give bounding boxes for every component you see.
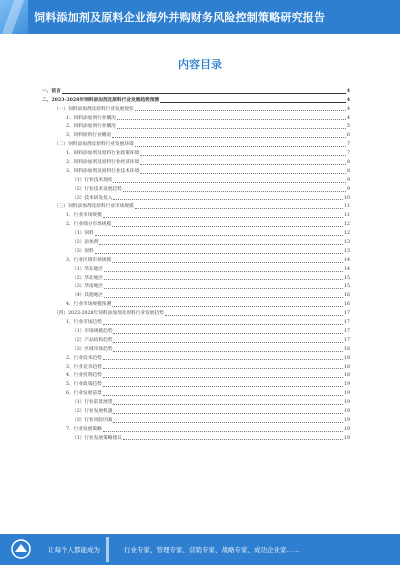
toc-entry-page: 16 — [344, 293, 350, 299]
toc-leader-dots — [113, 333, 343, 334]
toc-entry-page: 19 — [344, 435, 350, 441]
toc-entry[interactable] — [42, 219, 350, 228]
toc-entry-page: 19 — [344, 400, 350, 406]
toc-entry-page: 4 — [346, 88, 350, 94]
toc-leader-dots — [112, 137, 346, 138]
toc-entry[interactable] — [42, 130, 350, 139]
toc-leader-dots — [135, 146, 346, 147]
toc-entry-label: （三）饲料添加剂及原料行业市场规模 — [54, 204, 134, 210]
toc-leader-dots — [112, 226, 343, 227]
toc-entry-page: 4 — [347, 106, 350, 112]
toc-leader-dots — [62, 93, 346, 94]
toc-entry[interactable] — [42, 246, 350, 255]
toc-entry-page: 9 — [347, 186, 350, 192]
toc-entry[interactable] — [42, 362, 350, 371]
toc-entry-label: （1）华东地区 — [72, 266, 104, 272]
toc-entry-page: 9 — [347, 177, 350, 183]
toc-leader-dots — [112, 262, 343, 263]
toc-entry-page: 18 — [344, 355, 350, 361]
toc-entry-label: 3、行业区域市场规模 — [66, 257, 112, 263]
toc-entry-label: （2）行业发展机遇 — [72, 408, 113, 414]
toc-entry-page: 17 — [344, 320, 350, 326]
toc-entry-page: 18 — [344, 373, 350, 379]
toc-entry-page: 12 — [344, 222, 350, 228]
toc-entry[interactable] — [42, 184, 350, 193]
toc-entry-page: 15 — [344, 275, 350, 281]
toc-entry-page: 17 — [344, 311, 350, 317]
toc-entry-page: 19 — [344, 408, 350, 414]
toc-entry[interactable] — [42, 433, 350, 442]
toc-entry-label: （1）行业发展策略建议 — [72, 435, 122, 441]
report-footer — [0, 534, 400, 565]
toc-leader-dots — [117, 128, 346, 129]
table-of-contents — [42, 86, 350, 442]
toc-entry-label: 3、饲料添加剂及原料行业技术环境 — [66, 168, 140, 174]
toc-entry[interactable] — [42, 282, 350, 291]
header-logo-decoration — [0, 0, 28, 34]
toc-entry-label: （1）行业前景展望 — [72, 400, 113, 406]
toc-entry-label: 1、饲料添加剂及原料行业政策环境 — [66, 151, 140, 157]
toc-leader-dots — [123, 439, 343, 440]
toc-entry-label: （3）华南地区 — [72, 284, 104, 290]
toc-leader-dots — [113, 199, 343, 200]
toc-entry[interactable] — [42, 255, 350, 264]
toc-entry-page: 8 — [347, 160, 350, 166]
toc-entry-label: 1、饲料添加剂行业概况 — [66, 115, 116, 121]
toc-leader-dots — [103, 431, 343, 432]
toc-leader-dots — [135, 208, 343, 209]
footer-tagline: 让每个人都能成为 — [48, 547, 100, 554]
toc-entry[interactable] — [42, 122, 350, 131]
toc-entry-label: （3）原料 — [72, 248, 94, 254]
toc-leader-dots — [113, 413, 343, 414]
toc-entry[interactable] — [42, 157, 350, 166]
toc-entry[interactable] — [42, 210, 350, 219]
toc-entry-page: 7 — [347, 151, 350, 157]
toc-entry[interactable] — [42, 113, 350, 122]
footer-divider — [106, 537, 109, 562]
toc-entry[interactable] — [42, 228, 350, 237]
toc-entry-page: 14 — [344, 257, 350, 263]
footer-slogan: 行业专家、管理专家、营销专家、战略专家、成功企业家…… — [124, 547, 300, 554]
toc-entry-page: 10 — [344, 195, 350, 201]
toc-entry-label: 二、2023-2028年饲料添加剂及原料行业发展趋势预测 — [42, 97, 160, 103]
toc-entry-page: 19 — [344, 382, 350, 388]
toc-entry-page: 4 — [347, 115, 350, 121]
toc-entry-label: （4）其他地区 — [72, 293, 104, 299]
toc-leader-dots — [103, 217, 343, 218]
toc-entry-label: 3、行业竞争趋势 — [66, 364, 102, 370]
toc-entry[interactable] — [42, 273, 350, 282]
toc-entry-label: （二）饲料添加剂及原料行业发展环境 — [54, 142, 134, 148]
toc-entry[interactable] — [42, 379, 350, 388]
toc-leader-dots — [113, 342, 343, 343]
toc-leader-dots — [103, 359, 343, 360]
toc-entry[interactable] — [42, 415, 350, 424]
toc-entry-page: 11 — [344, 204, 350, 210]
toc-entry-label: 一、前言 — [42, 88, 61, 94]
toc-entry-page: 4 — [346, 97, 350, 103]
toc-entry[interactable] — [42, 290, 350, 299]
brand-logo-icon — [8, 538, 34, 560]
toc-entry-page: 13 — [344, 248, 350, 254]
toc-leader-dots — [117, 119, 346, 120]
toc-entry[interactable] — [42, 264, 350, 273]
toc-leader-dots — [165, 315, 343, 316]
toc-entry[interactable] — [42, 388, 350, 397]
toc-leader-dots — [113, 182, 346, 183]
report-header — [0, 0, 400, 34]
toc-entry-label: （3）区域市场趋势 — [72, 346, 113, 352]
toc-entry-label: 6、行业发展前景 — [66, 391, 102, 397]
toc-entry-label: （2）行业技术发展趋势 — [72, 186, 122, 192]
toc-entry[interactable] — [42, 86, 350, 95]
toc-entry-label: 2、饲料添加剂行业概况 — [66, 124, 116, 130]
toc-entry-label: 4、行业市场规模预测 — [66, 302, 112, 308]
toc-entry-page: 18 — [344, 346, 350, 352]
toc-entry-page: 11 — [344, 213, 350, 219]
toc-entry-label: 7、行业发展策略 — [66, 426, 102, 432]
toc-entry-page: 6 — [347, 133, 350, 139]
toc-entry-page: 19 — [344, 391, 350, 397]
toc-leader-dots — [104, 297, 343, 298]
toc-entry[interactable] — [42, 353, 350, 362]
toc-entry[interactable] — [42, 202, 350, 211]
toc-entry[interactable] — [42, 406, 350, 415]
toc-entry-label: （2）华北地区 — [72, 275, 104, 281]
toc-entry-page: 19 — [344, 417, 350, 423]
toc-entry-label: （2）产品结构趋势 — [72, 337, 113, 343]
toc-entry-label: （2）添加剂 — [72, 240, 99, 246]
toc-leader-dots — [103, 368, 343, 369]
toc-entry-page: 15 — [344, 284, 350, 290]
toc-leader-dots — [95, 253, 343, 254]
toc-entry[interactable] — [42, 317, 350, 326]
toc-entry[interactable] — [42, 95, 350, 104]
toc-entry[interactable] — [42, 299, 350, 308]
toc-entry[interactable] — [42, 326, 350, 335]
toc-entry[interactable] — [42, 424, 350, 433]
toc-entry-page: 13 — [344, 240, 350, 246]
toc-leader-dots — [140, 155, 346, 156]
toc-entry-label: （一）饲料添加剂及原料行业发展现状 — [54, 106, 134, 112]
toc-leader-dots — [113, 351, 343, 352]
toc-entry[interactable] — [42, 148, 350, 157]
toc-entry-page: 8 — [347, 168, 350, 174]
toc-entry-label: 2、行业技术趋势 — [66, 355, 102, 361]
toc-leader-dots — [99, 244, 343, 245]
toc-entry[interactable] — [42, 166, 350, 175]
toc-entry[interactable] — [42, 397, 350, 406]
toc-entry[interactable] — [42, 193, 350, 202]
toc-entry-page: 16 — [344, 302, 350, 308]
toc-leader-dots — [113, 422, 343, 423]
toc-entry-page: 17 — [344, 328, 350, 334]
toc-entry-label: （1）行业技术现状 — [72, 177, 113, 183]
toc-leader-dots — [140, 164, 346, 165]
toc-entry[interactable] — [42, 139, 350, 148]
toc-leader-dots — [140, 173, 346, 174]
toc-entry[interactable] — [42, 237, 350, 246]
toc-entry[interactable] — [42, 175, 350, 184]
toc-entry-label: 2、行业细分市场规模 — [66, 222, 112, 228]
toc-leader-dots — [104, 279, 343, 280]
toc-entry-page: 18 — [344, 364, 350, 370]
toc-entry-page: 7 — [347, 142, 350, 148]
toc-leader-dots — [103, 324, 343, 325]
toc-entry[interactable] — [42, 344, 350, 353]
toc-entry-page: 12 — [344, 231, 350, 237]
toc-entry[interactable] — [42, 371, 350, 380]
toc-leader-dots — [113, 404, 343, 405]
toc-heading: 内容目录 — [178, 59, 222, 71]
toc-entry[interactable] — [42, 335, 350, 344]
toc-leader-dots — [112, 306, 343, 307]
toc-leader-dots — [123, 191, 346, 192]
toc-leader-dots — [103, 386, 343, 387]
toc-leader-dots — [135, 110, 346, 111]
toc-entry-page: 14 — [344, 266, 350, 272]
toc-entry-label: 2、饲料添加剂及原料行业经济环境 — [66, 160, 140, 166]
toc-leader-dots — [160, 102, 346, 103]
toc-entry-label: （1）市场规模趋势 — [72, 328, 113, 334]
report-title: 饲料添加剂及原料企业海外并购财务风险控制策略研究报告 — [34, 12, 326, 24]
toc-entry-label: （四）2023-2028年饲料添加剂及原料行业发展趋势 — [54, 311, 164, 317]
toc-leader-dots — [95, 235, 343, 236]
toc-entry-label: （1）饲料 — [72, 231, 94, 237]
toc-entry[interactable] — [42, 104, 350, 113]
toc-entry[interactable] — [42, 308, 350, 317]
toc-entry-label: 3、饲料原料行业概况 — [66, 133, 112, 139]
toc-entry-label: 4、行业投资趋势 — [66, 373, 102, 379]
toc-entry-page: 5 — [347, 124, 350, 130]
toc-leader-dots — [103, 377, 343, 378]
toc-entry-label: 1、行业市场趋势 — [66, 320, 102, 326]
toc-entry-page: 17 — [344, 337, 350, 343]
toc-entry-label: 5、行业政策趋势 — [66, 382, 102, 388]
toc-entry-label: （3）技术研发投入 — [72, 195, 113, 201]
toc-entry-label: （3）行业风险因素 — [72, 417, 113, 423]
toc-leader-dots — [104, 271, 343, 272]
toc-entry-label: 1、行业市场规模 — [66, 213, 102, 219]
toc-leader-dots — [103, 395, 343, 396]
toc-entry-page: 19 — [344, 426, 350, 432]
toc-leader-dots — [104, 288, 343, 289]
